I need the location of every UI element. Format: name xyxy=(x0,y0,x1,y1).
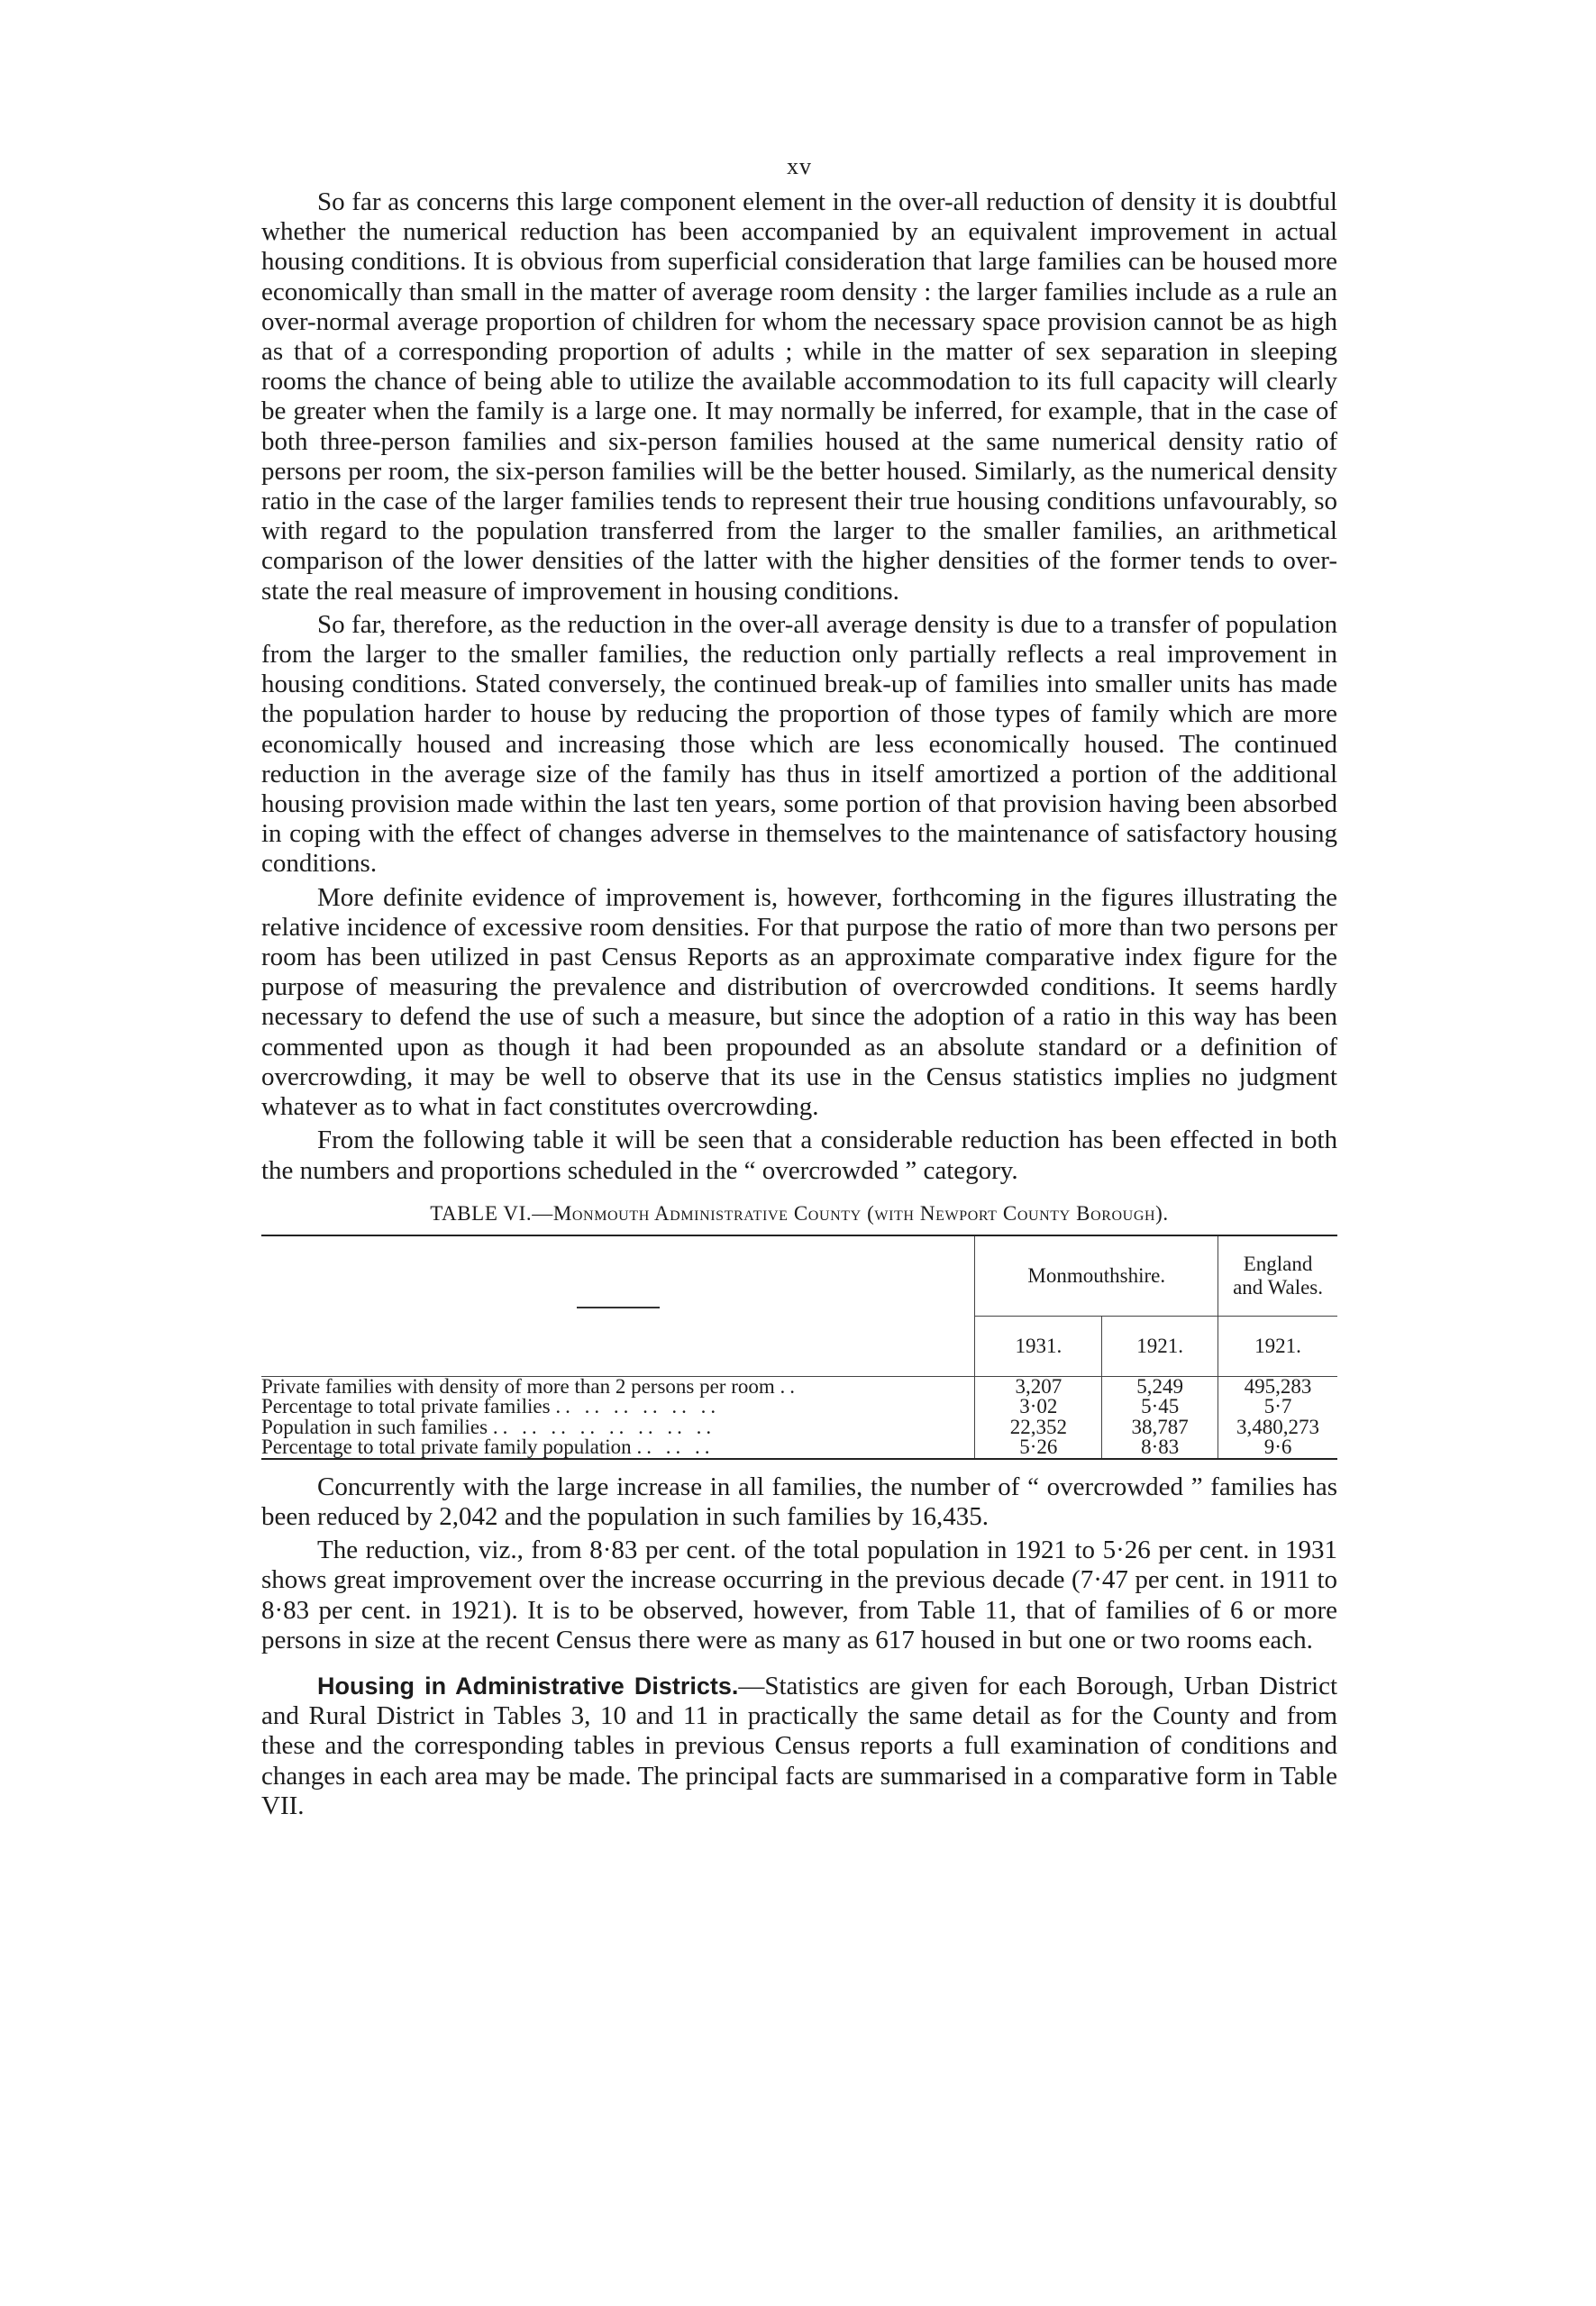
table-row-label: Private families with density of more than 2 persons per room .. xyxy=(261,1374,800,1398)
table-cell: 3·02 xyxy=(1019,1395,1058,1418)
table-row-label: Population in such families .. .. .. .. .. .. .. .. xyxy=(261,1415,716,1438)
table-cell: 5·7 xyxy=(1263,1395,1292,1418)
table-caption-title: Monmouth Administrative County (with Newport County Borough). xyxy=(552,1201,1169,1225)
table-caption xyxy=(261,1202,1337,1226)
england-line: England xyxy=(1243,1252,1313,1275)
table-header-row xyxy=(261,1235,1337,1317)
table-cell: 3,207 xyxy=(1015,1374,1062,1398)
paragraph-excessive-densities: More definite evidence of improvement is, however, forthcoming in the figures illustrating the relative incidence of excessive room densities. For that purpose the ratio of more than two persons per room has been utilized in past Census Reports as an approximate comparative index figure for the purpose of measuring the prevalence and distribution of overcrowded conditions. It seems hardly necessary to defend the use of such a measure, but since the adoption of a ratio in this way has been commented upon as though it had been propounded as an absolute standard or a definition of overcrowding, it may be well to observe that its use in the Census statistics implies no judgment whatever as to what in fact constitutes overcrowding. xyxy=(261,882,1337,1122)
table-cell: 495,283 xyxy=(1244,1374,1312,1398)
section-text-administrative-districts: —Statistics are given for each Borough, Urban District and Rural District in Tables 3, 10 and 11 in practically the same detail as for the County and from these and the corresponding tables in previous Census reports a full examination of conditions and changes in each area may be made. The principal facts are summarised in a comparative form in Table VII. xyxy=(261,1671,1337,1820)
paragraph-concurrently: Concurrently with the large increase in all families, the number of “ overcrowded ” families has been reduced by 2,042 and the population in such families by 16,435. xyxy=(261,1472,1337,1531)
year-header-1931: 1931. xyxy=(975,1316,1102,1376)
document-page xyxy=(261,153,1337,1821)
table-cell: 5·45 xyxy=(1141,1395,1180,1418)
table-row-label: Percentage to total private family population .. .. .. xyxy=(261,1436,715,1459)
paragraph-density-reduction: So far as concerns this large component element in the over-all reduction of density it is doubtful whether the numerical reduction has been accompanied by an equivalent improvement in actual housing conditions. It is obvious from superficial consideration that large families can be housed more economically than small in the matter of average room density : the larger families include as a rule an over-normal average proportion of children for whom the necessary space provision cannot be as high as that of a corresponding proportion of adults ; while in the matter of sex separation in sleeping rooms the chance of being able to utilize the available accommodation to its full capacity will clearly be greater when the family is a large one. It may normally be inferred, for example, that in the case of both three-person families and six-person families housed at the same numerical density ratio of persons per room, the six-person families will be the better housed. Similarly, as the numerical density ratio in the case of the larger families tends to represent their true housing conditions unfavourably, so with regard to the population transferred from the larger to the smaller families, an arithmetical comparison of the lower densities of the latter with the higher densities of the former tends to over-state the real measure of improvement in housing conditions. xyxy=(261,187,1337,606)
table-cell: 9·6 xyxy=(1263,1436,1292,1459)
paragraph-administrative-districts xyxy=(261,1672,1337,1821)
col-group-england-wales xyxy=(1218,1235,1337,1317)
column-1921-monmouth-values xyxy=(1102,1376,1218,1459)
table-row-label: Percentage to total private families .. .. .. .. .. .. xyxy=(261,1395,721,1418)
paragraph-reduction-viz: The reduction, viz., from 8·83 per cent. of the total population in 1921 to 5·26 per cent. in 1931 shows great improvement over the increase occurring in the previous decade (7·47 per cent. in 1911 to 8·83 per cent. in 1921). It is to be observed, however, from Table 11, that of families of 6 or more persons in size at the recent Census there were as many as 617 housed in but one or two rooms each. xyxy=(261,1536,1337,1654)
column-1921-england-values xyxy=(1218,1376,1337,1459)
table-cell: 38,787 xyxy=(1131,1415,1189,1438)
table-cell: 3,480,273 xyxy=(1236,1415,1320,1438)
paragraph-table-intro: From the following table it will be seen that a considerable reduction has been effected in both the numbers and proportions scheduled in the “ overcrowded ” category. xyxy=(261,1126,1337,1185)
table-cell: 5·26 xyxy=(1019,1436,1058,1459)
table-caption-number: TABLE VI.— xyxy=(430,1201,553,1225)
table-cell: 22,352 xyxy=(1009,1415,1067,1438)
section-heading-administrative-districts: Housing in Administrative Districts. xyxy=(317,1672,739,1700)
column-1931-values xyxy=(975,1376,1102,1459)
table-body-row xyxy=(261,1376,1337,1459)
stub-header-rule xyxy=(577,1307,660,1308)
col-group-monmouthshire: Monmouthshire. xyxy=(975,1235,1218,1317)
wales-line: and Wales. xyxy=(1233,1275,1323,1299)
page-number: xv xyxy=(787,153,812,179)
row-labels xyxy=(261,1376,975,1459)
table-cell: 8·83 xyxy=(1141,1436,1180,1459)
paragraph-transfer-of-population: So far, therefore, as the reduction in the over-all average density is due to a transfer of population from the larger to the smaller families, the reduction only partially reflects a real improvement in housing conditions. Stated conversely, the continued break-up of families into smaller units has made the population harder to house by reducing the proportion of those types of family which are more economically housed and increasing those which are less economically housed. The continued reduction in the average size of the family has thus in itself amortized a portion of the additional housing provision made within the last ten years, some portion of that provision having been absorbed in coping with the effect of changes adverse in themselves to the maintenance of satisfactory housing conditions. xyxy=(261,609,1337,879)
year-header-1921-england: 1921. xyxy=(1218,1316,1337,1376)
table-cell: 5,249 xyxy=(1136,1374,1184,1398)
year-header-1921-monmouth: 1921. xyxy=(1102,1316,1218,1376)
table-stub-header xyxy=(261,1235,975,1377)
overcrowding-table xyxy=(261,1235,1337,1460)
